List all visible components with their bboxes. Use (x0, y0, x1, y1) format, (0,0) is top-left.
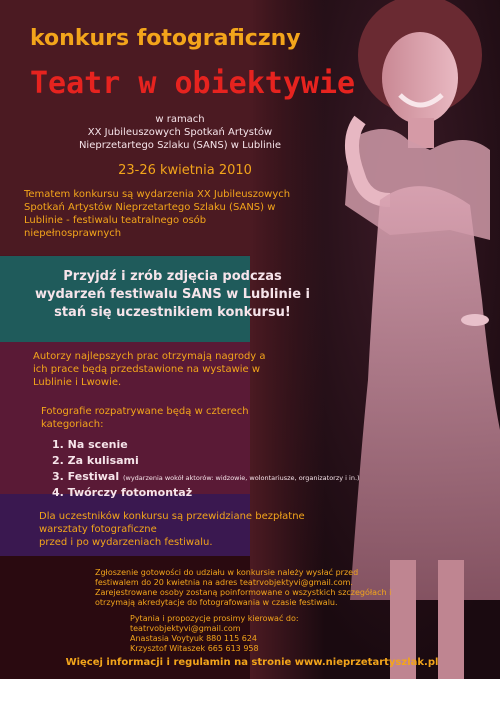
theme-paragraph (24, 188, 324, 240)
invite-line: wydarzeń festiwalu SANS w Lublinie i (34, 287, 311, 302)
invite-line: stań się uczestnikiem konkursu! (54, 305, 291, 320)
festival-dates: 23-26 kwietnia 2010 (118, 163, 252, 178)
contact-line: Anastasia Voytyuk 880 115 624 (130, 634, 257, 643)
category-item (52, 470, 360, 483)
contact-line: Pytania i propozycje prosimy kierować do: (130, 614, 299, 623)
category-label: 1. Na scenie (52, 438, 128, 451)
invite-line: Przyjdź i zrób zdjęcia podczas (63, 269, 282, 284)
workshops-line: Dla uczestników konkursu są przewidziane bezpłatne (39, 511, 305, 522)
subtitle-line: XX Jubileuszowych Spotkań Artystów (87, 127, 273, 138)
category-item (52, 438, 128, 451)
contest-title: Teatr w obiektywie (30, 66, 356, 101)
theme-line: Lublinie - festiwalu teatralnego osób (24, 215, 207, 226)
categories-intro-line: Fotografie rozpatrywane będą w czterech (41, 406, 249, 417)
category-label: 4. Twórczy fotomontaż (52, 486, 193, 499)
application-line: Zarejestrowane osoby zostaną poinformowane o wszystkich szczegółach i (95, 588, 392, 597)
application-paragraph (95, 568, 395, 608)
subtitle-line: Nieprzetartego Szlaku (SANS) w Lublinie (78, 140, 282, 151)
category-item (52, 486, 192, 499)
workshops-line: warsztaty fotograficzne (39, 524, 157, 535)
theme-line: Spotkań Artystów Nieprzetartego Szlaku (SANS) w (24, 202, 276, 213)
subtitle (60, 113, 300, 152)
categories-intro-line: kategoriach: (41, 419, 104, 430)
more-info-link[interactable]: Więcej informacji i regulamin na stronie www.nieprzetartyszlak.pl (65, 657, 439, 668)
application-line: festiwalem do 20 kwietnia na adres teatrvobjektyvi@gmail.com. (95, 578, 353, 587)
contact-block (130, 614, 350, 654)
application-line: Zgłoszenie gotowości do udziału w konkursie należy wysłać przed (95, 568, 359, 577)
awards-line: Lublinie i Lwowie. (33, 377, 122, 388)
workshops-line: przed i po wydarzeniach festiwalu. (39, 537, 213, 548)
awards-paragraph (33, 350, 303, 389)
subtitle-line: w ramach (155, 114, 205, 125)
category-note: (wydarzenia wokół aktorów: widzowie, wolontariusze, organizatorzy i in.) (122, 474, 360, 482)
category-item (52, 454, 139, 467)
theme-line: niepełnosprawnych (24, 228, 122, 239)
application-line: otrzymają akredytacje do fotografowania w czasie festiwalu. (95, 598, 338, 607)
categories-intro (41, 405, 281, 431)
contact-line: Krzysztof Witaszek 665 613 958 (130, 644, 259, 653)
contest-label: konkurs fotograficzny (30, 26, 301, 51)
sponsor-footer (0, 679, 500, 707)
contact-email[interactable]: teatrvobjektyvi@gmail.com (130, 624, 241, 633)
theme-line: Tematem konkursu są wydarzenia XX Jubileuszowych (24, 189, 291, 200)
awards-line: ich prace będą przedstawione na wystawie w (33, 364, 261, 375)
category-label: 3. Festiwal (52, 470, 120, 483)
invite-paragraph (20, 268, 325, 322)
workshops-paragraph (39, 510, 309, 549)
awards-line: Autorzy najlepszych prac otrzymają nagrody a (33, 351, 266, 362)
category-label: 2. Za kulisami (52, 454, 139, 467)
